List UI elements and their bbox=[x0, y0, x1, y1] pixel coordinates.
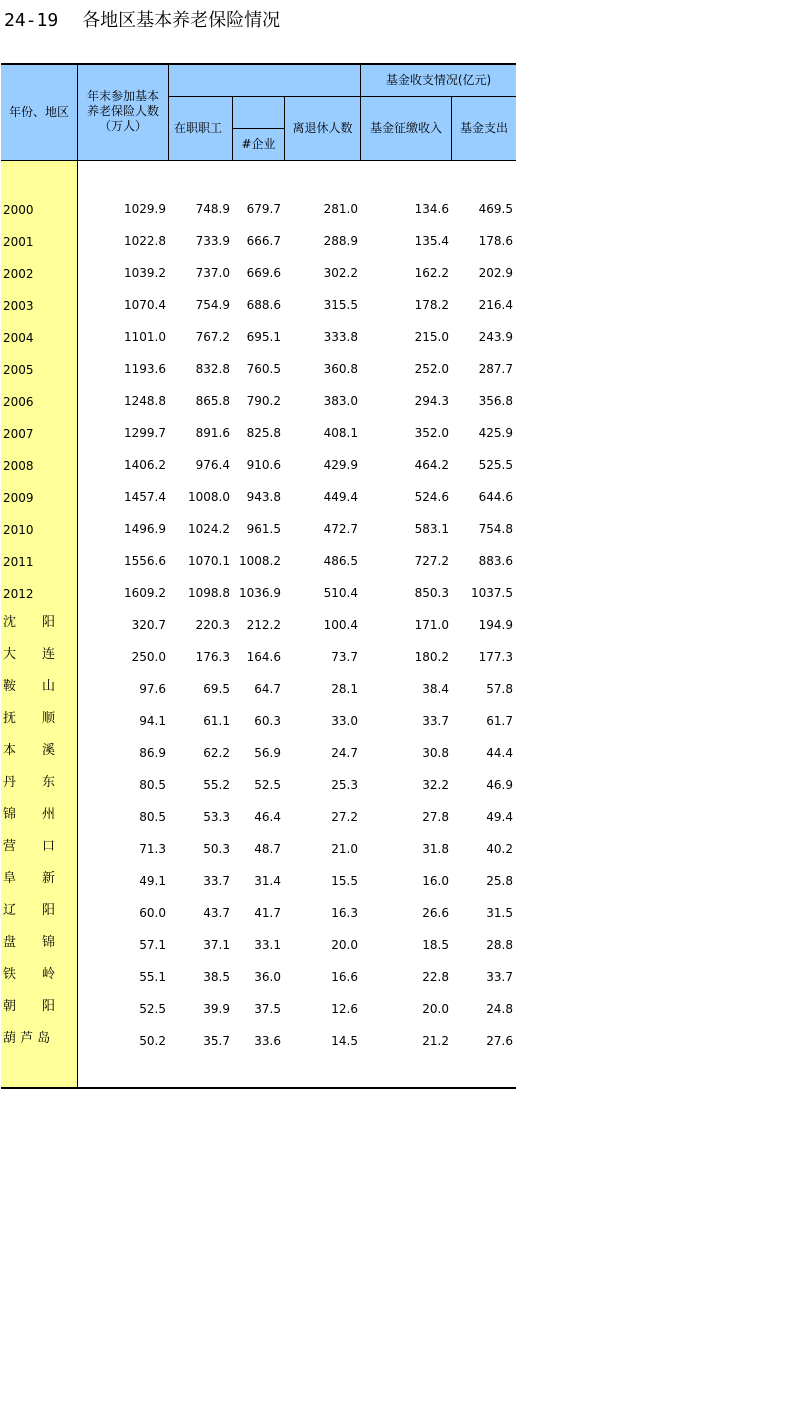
table-row bbox=[0, 417, 516, 449]
row-year: 2003 bbox=[3, 299, 34, 313]
row-year: 2009 bbox=[3, 491, 34, 505]
cell-expense: 243.9 bbox=[478, 330, 513, 344]
cell-participants: 1039.2 bbox=[124, 266, 166, 280]
cell-retired: 27.2 bbox=[331, 810, 358, 824]
table-title: 各地区基本养老保险情况 bbox=[82, 10, 281, 31]
cell-expense: 28.8 bbox=[486, 938, 513, 952]
table-row bbox=[0, 961, 516, 993]
row-region: 营 口 bbox=[3, 839, 56, 854]
cell-enterprise: 212.2 bbox=[246, 618, 281, 632]
row-region: 阜 新 bbox=[3, 871, 56, 886]
cell-income: 583.1 bbox=[414, 522, 449, 536]
cell-expense: 27.6 bbox=[486, 1034, 513, 1048]
cell-retired: 486.5 bbox=[323, 554, 358, 568]
cell-retired: 14.5 bbox=[331, 1034, 358, 1048]
cell-expense: 25.8 bbox=[486, 874, 513, 888]
cell-retired: 12.6 bbox=[331, 1002, 358, 1016]
cell-expense: 216.4 bbox=[478, 298, 513, 312]
cell-expense: 287.7 bbox=[478, 362, 513, 376]
cell-expense: 46.9 bbox=[486, 778, 513, 792]
table-row bbox=[0, 353, 516, 385]
cell-enterprise: 31.4 bbox=[254, 874, 281, 888]
cell-expense: 1037.5 bbox=[471, 586, 513, 600]
cell-employed: 1098.8 bbox=[188, 586, 230, 600]
cell-employed: 37.1 bbox=[203, 938, 230, 952]
table-row bbox=[0, 865, 516, 897]
row-region: 丹 东 bbox=[3, 775, 56, 790]
cell-enterprise: 41.7 bbox=[254, 906, 281, 920]
cell-employed: 43.7 bbox=[203, 906, 230, 920]
row-year: 2011 bbox=[3, 555, 34, 569]
cell-employed: 1008.0 bbox=[188, 490, 230, 504]
cell-participants: 1193.6 bbox=[124, 362, 166, 376]
cell-retired: 302.2 bbox=[323, 266, 358, 280]
row-region: 本 溪 bbox=[3, 743, 56, 758]
cell-employed: 62.2 bbox=[203, 746, 230, 760]
cell-income: 294.3 bbox=[414, 394, 449, 408]
cell-employed: 39.9 bbox=[203, 1002, 230, 1016]
table-row bbox=[0, 577, 516, 609]
cell-employed: 50.3 bbox=[203, 842, 230, 856]
table-row bbox=[0, 449, 516, 481]
cell-enterprise: 790.2 bbox=[246, 394, 281, 408]
cell-income: 252.0 bbox=[414, 362, 449, 376]
cell-participants: 57.1 bbox=[139, 938, 166, 952]
cell-enterprise: 46.4 bbox=[254, 810, 281, 824]
cell-enterprise: 666.7 bbox=[246, 234, 281, 248]
cell-retired: 449.4 bbox=[323, 490, 358, 504]
cell-employed: 176.3 bbox=[195, 650, 230, 664]
row-year: 2012 bbox=[3, 587, 34, 601]
cell-retired: 360.8 bbox=[323, 362, 358, 376]
cell-employed: 33.7 bbox=[203, 874, 230, 888]
header-participants-line3: （万人） bbox=[98, 118, 147, 133]
header-fund-expense: 基金支出 bbox=[459, 121, 508, 135]
table-row bbox=[0, 481, 516, 513]
cell-expense: 24.8 bbox=[486, 1002, 513, 1016]
cell-retired: 16.6 bbox=[331, 970, 358, 984]
cell-income: 464.2 bbox=[414, 458, 449, 472]
row-year: 2001 bbox=[3, 235, 34, 249]
cell-enterprise: 910.6 bbox=[246, 458, 281, 472]
cell-retired: 281.0 bbox=[323, 202, 358, 216]
cell-employed: 1024.2 bbox=[188, 522, 230, 536]
cell-participants: 80.5 bbox=[139, 810, 166, 824]
cell-expense: 525.5 bbox=[478, 458, 513, 472]
header-participants-line2: 养老保险人数 bbox=[86, 103, 159, 118]
header-year-region: 年份、地区 bbox=[8, 105, 69, 119]
table-bottom-border bbox=[1, 1087, 516, 1089]
cell-income: 162.2 bbox=[414, 266, 449, 280]
row-year: 2000 bbox=[3, 203, 34, 217]
table-row bbox=[0, 737, 516, 769]
page-title bbox=[4, 6, 280, 32]
cell-income: 26.6 bbox=[422, 906, 449, 920]
table-row bbox=[0, 929, 516, 961]
cell-enterprise: 164.6 bbox=[246, 650, 281, 664]
cell-participants: 1496.9 bbox=[124, 522, 166, 536]
cell-employed: 767.2 bbox=[195, 330, 230, 344]
cell-expense: 754.8 bbox=[478, 522, 513, 536]
cell-participants: 86.9 bbox=[139, 746, 166, 760]
cell-income: 38.4 bbox=[422, 682, 449, 696]
table-row bbox=[0, 257, 516, 289]
cell-employed: 748.9 bbox=[195, 202, 230, 216]
cell-employed: 38.5 bbox=[203, 970, 230, 984]
row-region: 沈 阳 bbox=[3, 615, 56, 630]
cell-income: 33.7 bbox=[422, 714, 449, 728]
table-row bbox=[0, 289, 516, 321]
row-year: 2005 bbox=[3, 363, 34, 377]
cell-income: 135.4 bbox=[414, 234, 449, 248]
cell-participants: 1556.6 bbox=[124, 554, 166, 568]
cell-retired: 383.0 bbox=[323, 394, 358, 408]
cell-income: 134.6 bbox=[414, 202, 449, 216]
cell-participants: 50.2 bbox=[139, 1034, 166, 1048]
row-region: 朝 阳 bbox=[3, 999, 56, 1014]
cell-retired: 28.1 bbox=[331, 682, 358, 696]
table-number: 24-19 bbox=[4, 10, 59, 31]
cell-participants: 49.1 bbox=[139, 874, 166, 888]
cell-enterprise: 825.8 bbox=[246, 426, 281, 440]
cell-income: 180.2 bbox=[414, 650, 449, 664]
cell-income: 27.8 bbox=[422, 810, 449, 824]
cell-participants: 1248.8 bbox=[124, 394, 166, 408]
cell-enterprise: 1008.2 bbox=[239, 554, 281, 568]
cell-expense: 178.6 bbox=[478, 234, 513, 248]
cell-expense: 31.5 bbox=[486, 906, 513, 920]
cell-employed: 1070.1 bbox=[188, 554, 230, 568]
cell-participants: 320.7 bbox=[131, 618, 166, 632]
cell-retired: 100.4 bbox=[323, 618, 358, 632]
cell-participants: 1070.4 bbox=[124, 298, 166, 312]
cell-retired: 408.1 bbox=[323, 426, 358, 440]
table-row bbox=[0, 321, 516, 353]
cell-employed: 891.6 bbox=[195, 426, 230, 440]
cell-participants: 52.5 bbox=[139, 1002, 166, 1016]
cell-expense: 883.6 bbox=[478, 554, 513, 568]
cell-enterprise: 760.5 bbox=[246, 362, 281, 376]
cell-enterprise: 60.3 bbox=[254, 714, 281, 728]
cell-expense: 33.7 bbox=[486, 970, 513, 984]
row-region: 辽 阳 bbox=[3, 903, 56, 918]
row-region: 锦 州 bbox=[3, 807, 56, 822]
header-retired: 离退休人数 bbox=[292, 121, 353, 135]
table-row bbox=[0, 769, 516, 801]
row-region: 铁 岭 bbox=[3, 967, 56, 982]
cell-income: 850.3 bbox=[414, 586, 449, 600]
cell-employed: 53.3 bbox=[203, 810, 230, 824]
cell-retired: 21.0 bbox=[331, 842, 358, 856]
cell-enterprise: 1036.9 bbox=[239, 586, 281, 600]
table-row bbox=[0, 193, 516, 225]
cell-income: 16.0 bbox=[422, 874, 449, 888]
cell-employed: 733.9 bbox=[195, 234, 230, 248]
cell-expense: 469.5 bbox=[478, 202, 513, 216]
cell-income: 178.2 bbox=[414, 298, 449, 312]
table-row bbox=[0, 897, 516, 929]
header-bottom-border bbox=[1, 160, 516, 161]
cell-expense: 177.3 bbox=[478, 650, 513, 664]
row-year: 2008 bbox=[3, 459, 34, 473]
cell-expense: 49.4 bbox=[486, 810, 513, 824]
cell-retired: 16.3 bbox=[331, 906, 358, 920]
cell-enterprise: 37.5 bbox=[254, 1002, 281, 1016]
cell-expense: 194.9 bbox=[478, 618, 513, 632]
cell-income: 21.2 bbox=[422, 1034, 449, 1048]
cell-income: 20.0 bbox=[422, 1002, 449, 1016]
cell-income: 31.8 bbox=[422, 842, 449, 856]
cell-enterprise: 33.1 bbox=[254, 938, 281, 952]
cell-retired: 472.7 bbox=[323, 522, 358, 536]
cell-retired: 315.5 bbox=[323, 298, 358, 312]
cell-enterprise: 64.7 bbox=[254, 682, 281, 696]
cell-expense: 40.2 bbox=[486, 842, 513, 856]
cell-participants: 1022.8 bbox=[124, 234, 166, 248]
cell-retired: 73.7 bbox=[331, 650, 358, 664]
row-region: 葫 芦 岛 bbox=[3, 1031, 51, 1046]
header-fund-group: 基金收支情况(亿元) bbox=[385, 73, 492, 87]
cell-expense: 644.6 bbox=[478, 490, 513, 504]
header-participants-line1: 年末参加基本 bbox=[86, 88, 159, 103]
cell-employed: 35.7 bbox=[203, 1034, 230, 1048]
cell-enterprise: 679.7 bbox=[246, 202, 281, 216]
cell-retired: 333.8 bbox=[323, 330, 358, 344]
cell-employed: 220.3 bbox=[195, 618, 230, 632]
table-row bbox=[0, 641, 516, 673]
cell-employed: 832.8 bbox=[195, 362, 230, 376]
cell-employed: 754.9 bbox=[195, 298, 230, 312]
cell-income: 22.8 bbox=[422, 970, 449, 984]
cell-income: 524.6 bbox=[414, 490, 449, 504]
cell-participants: 94.1 bbox=[139, 714, 166, 728]
table-row bbox=[0, 1025, 516, 1057]
cell-participants: 1457.4 bbox=[124, 490, 166, 504]
cell-expense: 57.8 bbox=[486, 682, 513, 696]
row-year: 2007 bbox=[3, 427, 34, 441]
cell-retired: 429.9 bbox=[323, 458, 358, 472]
row-region: 盘 锦 bbox=[3, 935, 56, 950]
cell-participants: 1406.2 bbox=[124, 458, 166, 472]
cell-employed: 61.1 bbox=[203, 714, 230, 728]
cell-retired: 24.7 bbox=[331, 746, 358, 760]
row-year: 2004 bbox=[3, 331, 34, 345]
header-participants bbox=[78, 86, 168, 136]
table-row bbox=[0, 801, 516, 833]
cell-income: 171.0 bbox=[414, 618, 449, 632]
cell-enterprise: 36.0 bbox=[254, 970, 281, 984]
row-region: 大 连 bbox=[3, 647, 56, 662]
cell-participants: 1299.7 bbox=[124, 426, 166, 440]
cell-income: 352.0 bbox=[414, 426, 449, 440]
cell-enterprise: 33.6 bbox=[254, 1034, 281, 1048]
cell-enterprise: 961.5 bbox=[246, 522, 281, 536]
cell-expense: 356.8 bbox=[478, 394, 513, 408]
cell-participants: 97.6 bbox=[139, 682, 166, 696]
cell-participants: 55.1 bbox=[139, 970, 166, 984]
table-row bbox=[0, 545, 516, 577]
cell-participants: 250.0 bbox=[131, 650, 166, 664]
table-row bbox=[0, 673, 516, 705]
table-row bbox=[0, 833, 516, 865]
cell-retired: 15.5 bbox=[331, 874, 358, 888]
table-row bbox=[0, 225, 516, 257]
cell-participants: 60.0 bbox=[139, 906, 166, 920]
cell-enterprise: 52.5 bbox=[254, 778, 281, 792]
row-year: 2010 bbox=[3, 523, 34, 537]
cell-enterprise: 943.8 bbox=[246, 490, 281, 504]
cell-retired: 33.0 bbox=[331, 714, 358, 728]
cell-employed: 865.8 bbox=[195, 394, 230, 408]
cell-participants: 71.3 bbox=[139, 842, 166, 856]
cell-income: 30.8 bbox=[422, 746, 449, 760]
cell-employed: 737.0 bbox=[195, 266, 230, 280]
cell-expense: 44.4 bbox=[486, 746, 513, 760]
table-row bbox=[0, 993, 516, 1025]
table-row bbox=[0, 705, 516, 737]
header-fund-income: 基金征缴收入 bbox=[369, 121, 442, 135]
cell-retired: 20.0 bbox=[331, 938, 358, 952]
cell-retired: 288.9 bbox=[323, 234, 358, 248]
cell-employed: 55.2 bbox=[203, 778, 230, 792]
cell-income: 32.2 bbox=[422, 778, 449, 792]
cell-enterprise: 669.6 bbox=[246, 266, 281, 280]
row-year: 2006 bbox=[3, 395, 34, 409]
cell-income: 18.5 bbox=[422, 938, 449, 952]
header-enterprise: #企业 bbox=[241, 137, 276, 151]
cell-participants: 1101.0 bbox=[124, 330, 166, 344]
table-row bbox=[0, 385, 516, 417]
header-employed: 在职职工 bbox=[174, 121, 223, 135]
row-year: 2002 bbox=[3, 267, 34, 281]
cell-participants: 1609.2 bbox=[124, 586, 166, 600]
cell-enterprise: 688.6 bbox=[246, 298, 281, 312]
cell-participants: 1029.9 bbox=[124, 202, 166, 216]
cell-enterprise: 695.1 bbox=[246, 330, 281, 344]
cell-employed: 69.5 bbox=[203, 682, 230, 696]
cell-retired: 510.4 bbox=[323, 586, 358, 600]
cell-participants: 80.5 bbox=[139, 778, 166, 792]
cell-retired: 25.3 bbox=[331, 778, 358, 792]
table-row bbox=[0, 513, 516, 545]
cell-income: 727.2 bbox=[414, 554, 449, 568]
cell-enterprise: 48.7 bbox=[254, 842, 281, 856]
cell-expense: 61.7 bbox=[486, 714, 513, 728]
table-row bbox=[0, 609, 516, 641]
cell-expense: 425.9 bbox=[478, 426, 513, 440]
cell-enterprise: 56.9 bbox=[254, 746, 281, 760]
cell-expense: 202.9 bbox=[478, 266, 513, 280]
row-region: 鞍 山 bbox=[3, 679, 56, 694]
cell-income: 215.0 bbox=[414, 330, 449, 344]
cell-employed: 976.4 bbox=[195, 458, 230, 472]
row-region: 抚 顺 bbox=[3, 711, 56, 726]
